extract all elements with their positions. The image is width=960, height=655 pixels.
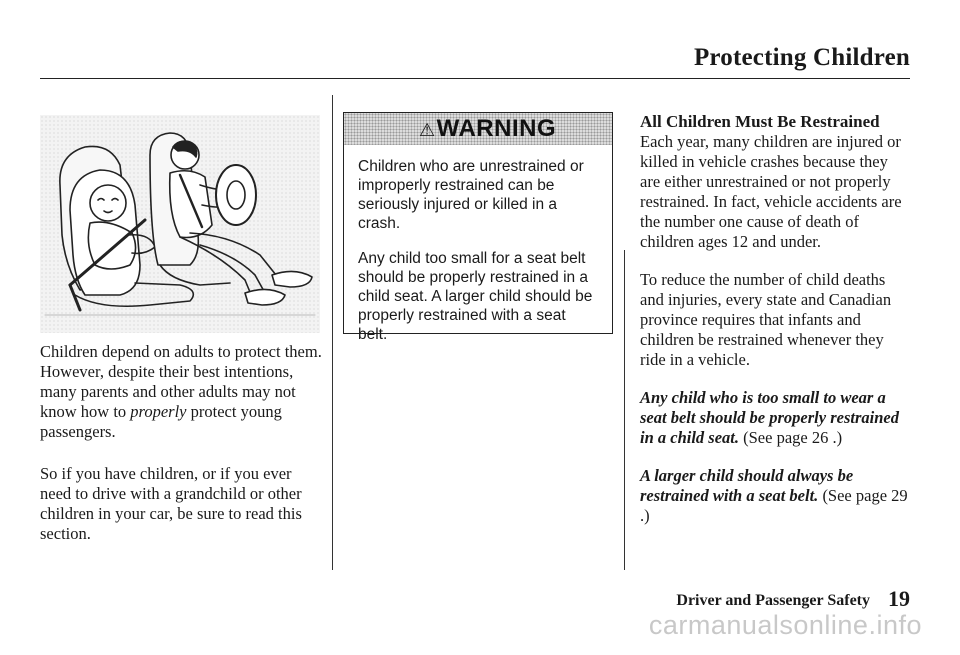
section-heading: All Children Must Be Restrained bbox=[640, 112, 880, 131]
emphasis-properly: properly bbox=[130, 402, 187, 421]
warning-label bbox=[419, 115, 556, 143]
warning-box bbox=[343, 112, 613, 343]
warning-text-2: Any child too small for a seat belt should be properly restrained in a child seat. A larger child should be properly restrained with a seat belt. bbox=[358, 250, 593, 343]
intro-paragraph-1-end: protect young passengers. bbox=[40, 402, 282, 441]
section-paragraph-3 bbox=[640, 388, 910, 448]
section-paragraph-4 bbox=[640, 466, 910, 526]
intro-paragraph-1-text: Children depend on adults to protect them. However, despite their best intentions, many parents and other adults may not know how to bbox=[40, 342, 322, 421]
warning-label-text: WARNING bbox=[436, 115, 557, 142]
page-reference-26: (See page 26 .) bbox=[739, 428, 843, 447]
footer-section-title: Driver and Passenger Safety bbox=[676, 592, 870, 609]
column-divider-left bbox=[332, 95, 333, 570]
intro-paragraph-1 bbox=[40, 342, 325, 442]
intro-paragraph-2: So if you have children, or if you ever need to drive with a grandchild or other children in your car, be sure to read this section. bbox=[40, 464, 302, 543]
child-seat-requirement: Any child who is too small to wear a seat belt should be properly restrained in a child seat. bbox=[640, 388, 899, 447]
column-divider-right bbox=[624, 250, 625, 570]
seat-belt-requirement: A larger child should always be restrained with a seat belt. bbox=[640, 466, 854, 505]
header-rule bbox=[40, 78, 910, 79]
warning-text-1: Children who are unrestrained or improperly restrained can be seriously injured or killed in a crash. bbox=[358, 158, 584, 232]
illustration-child-in-car-seat bbox=[40, 115, 320, 333]
watermark: carmanualsonline.info bbox=[648, 610, 922, 640]
section-paragraph-2: To reduce the number of child deaths and injuries, every state and Canadian province requires that infants and children be restrained whenever they ride in a vehicle. bbox=[640, 270, 892, 369]
page-number: 19 bbox=[888, 586, 910, 611]
page-reference-29: (See page 29 .) bbox=[640, 486, 908, 525]
intro-text bbox=[40, 342, 325, 566]
illustration-drawing bbox=[40, 115, 320, 333]
section-paragraph-1: Each year, many children are injured or killed in vehicle crashes because they are either unrestrained or not properly restrained. In fact, vehicle accidents are the number one cause of death of children ages 12 and under. bbox=[640, 132, 902, 251]
page-header-title: Protecting Children bbox=[693, 44, 910, 71]
warning-body bbox=[344, 145, 612, 344]
restraint-section bbox=[640, 112, 910, 544]
warning-triangle-icon: ⚠ bbox=[419, 120, 436, 140]
warning-header bbox=[344, 113, 612, 145]
